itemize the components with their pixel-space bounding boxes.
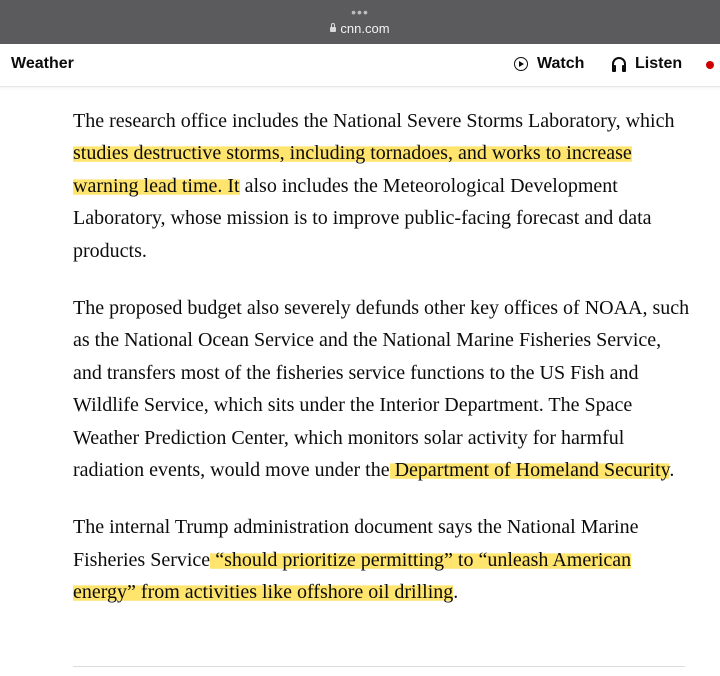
paragraph-text: also includes the Meteorological Development Laboratory, whose mission is to improve public-facing forecast and data products. [73,174,652,262]
listen-label: Listen [635,55,683,72]
section-title[interactable]: Weather [11,55,74,72]
headphones-icon [612,57,626,72]
article-body [73,105,693,634]
watch-label: Watch [537,55,585,72]
paragraph-text: The proposed budget also severely defunds other key offices of NOAA, such as the National Ocean Service and the National Marine Fisheries Service, and transfers most of the fisheries service functions to the US Fish and Wildlife Service, which sits under the Interior Department. The Space Weather Prediction Center, which monitors solar activity for harmful radiation events, would move under the [73,297,690,482]
paragraph-text: The research office includes the National Severe Storms Laboratory, which [73,110,675,132]
live-indicator-dot [706,61,714,69]
paragraph-research-office [73,105,693,267]
listen-button[interactable] [612,55,682,73]
play-icon [514,57,528,71]
watch-button[interactable] [514,55,584,73]
address-bar[interactable] [0,21,720,36]
highlighted-text[interactable]: studies destructive storms, including tornadoes, and works to increase warning lead time. It [73,142,632,197]
paragraph-text: The internal Trump administration document says the National Marine Fisheries Service [73,516,639,571]
highlighted-text[interactable]: Department of Homeland Security [389,459,670,482]
lock-icon [330,27,336,32]
url-text: cnn.com [340,21,390,36]
browser-toolbar [0,0,720,44]
paragraph-internal-document [73,511,693,608]
highlighted-text[interactable]: “should prioritize permitting” to “unleash American energy” from activities like offshore oil drilling [73,548,632,604]
paragraph-text: . [453,581,459,604]
more-options-dots-icon[interactable]: ••• [351,4,369,20]
paragraph-text: . [669,459,675,482]
site-header [0,44,720,87]
paragraph-proposed-budget [73,292,693,486]
section-divider [73,666,685,667]
